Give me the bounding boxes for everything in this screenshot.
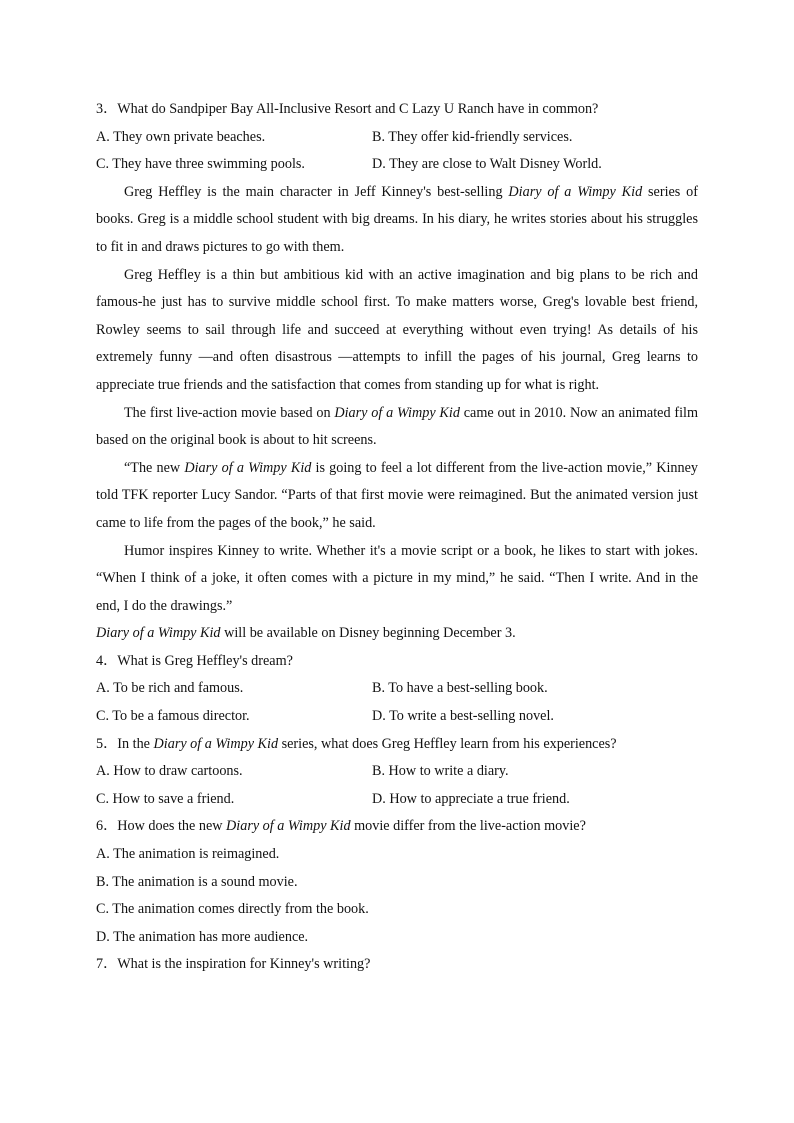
- option-d: D. To write a best-selling novel.: [372, 708, 554, 725]
- question-5-options-row-1: [96, 758, 698, 786]
- book-title: Diary of a Wimpy Kid: [153, 735, 279, 752]
- question-3-options-row-2: [96, 151, 698, 179]
- book-title: Diary of a Wimpy Kid: [508, 183, 643, 200]
- option-d: D. The animation has more audience.: [96, 928, 309, 945]
- book-title: Diary of a Wimpy Kid: [226, 818, 351, 835]
- question-7: 7．What is the inspiration for Kinney's writing?: [96, 956, 371, 973]
- option-c: C. They have three swimming pools.: [96, 156, 305, 173]
- passage-paragraph-3: The first live-action movie based on Diary of a Wimpy Kid came out in 2010. Now an animated film based on the original book is about to hit screens.: [96, 404, 698, 449]
- option-d: D. How to appreciate a true friend.: [372, 790, 570, 807]
- option-a: A. To be rich and famous.: [96, 680, 244, 697]
- book-title: Diary of a Wimpy Kid: [184, 459, 312, 476]
- passage-paragraph-6: Diary of a Wimpy Kid will be available on Disney beginning December 3.: [96, 625, 516, 642]
- question-6: 6．How does the new Diary of a Wimpy Kid movie differ from the live-action movie?: [96, 818, 586, 835]
- option-a: A. They own private beaches.: [96, 128, 266, 145]
- question-4-options-row-1: [96, 675, 698, 703]
- question-4-options-row-2: [96, 703, 698, 731]
- option-b: B. They offer kid-friendly services.: [372, 128, 573, 145]
- document-page: [96, 96, 698, 979]
- passage-paragraph-5: Humor inspires Kinney to write. Whether it's a movie script or a book, he likes to start with jokes. “When I think of a joke, it often comes with a picture in my mind,” he said. “Then I write. And in the end, I do the drawings.”: [96, 542, 698, 614]
- option-b: B. To have a best-selling book.: [372, 680, 548, 697]
- book-title: Diary of a Wimpy Kid: [334, 404, 460, 421]
- question-3-options-row-1: [96, 124, 698, 152]
- option-c: C. How to save a friend.: [96, 790, 235, 807]
- question-4: 4．What is Greg Heffley's dream?: [96, 652, 293, 669]
- option-a: A. How to draw cartoons.: [96, 763, 243, 780]
- question-3: 3．What do Sandpiper Bay All-Inclusive Resort and C Lazy U Ranch have in common?: [96, 101, 599, 117]
- passage-paragraph-1: Greg Heffley is the main character in Jeff Kinney's best-selling Diary of a Wimpy Kid series of books. Greg is a middle school student with big dreams. In his diary, he writes stories about his struggles to fit in and draws pictures to go with them.: [96, 183, 699, 255]
- passage-paragraph-4: “The new Diary of a Wimpy Kid is going to feel a lot different from the live-action movie,” Kinney told TFK reporter Lucy Sandor. “Parts of that first movie were reimagined. But the animated version just came to life from the pages of the book,” he said.: [96, 459, 698, 531]
- passage-paragraph-2: Greg Heffley is a thin but ambitious kid with an active imagination and big plans to be rich and famous-he just has to survive middle school first. To make matters worse, Greg's lovable best friend, Rowley seems to sail through life and succeed at everything without even trying! As details of his extremely funny —and often disastrous —attempts to infill the pages of his journal, Greg learns to appreciate true friends and the satisfaction that comes from standing up for what is right.: [96, 266, 698, 393]
- question-5-options-row-2: [96, 786, 698, 814]
- book-title: Diary of a Wimpy Kid: [96, 625, 221, 642]
- question-5: 5．In the Diary of a Wimpy Kid series, what does Greg Heffley learn from his experiences?: [96, 735, 617, 752]
- option-b: B. How to write a diary.: [372, 763, 509, 780]
- option-a: A. The animation is reimagined.: [96, 846, 280, 863]
- option-c: C. The animation comes directly from the book.: [96, 901, 369, 918]
- option-c: C. To be a famous director.: [96, 708, 250, 725]
- option-d: D. They are close to Walt Disney World.: [372, 156, 602, 173]
- option-b: B. The animation is a sound movie.: [96, 873, 298, 890]
